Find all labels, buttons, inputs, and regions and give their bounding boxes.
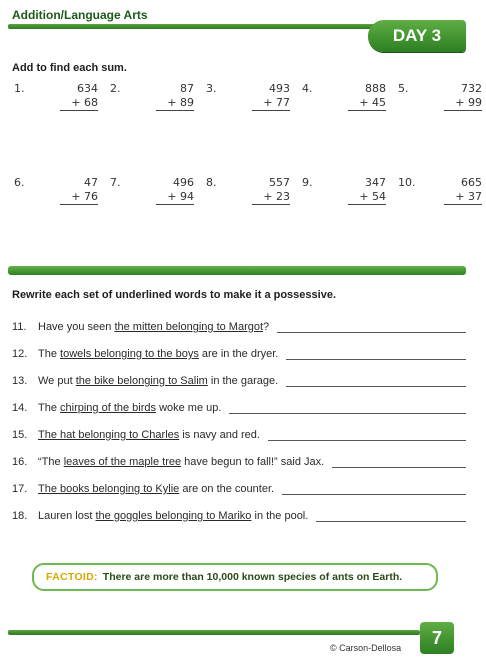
problem-number: 9. [302, 176, 313, 189]
item-number: 15. [12, 429, 28, 441]
addition-problem [398, 82, 486, 134]
sentence-start: Lauren lost [38, 510, 96, 522]
underlined-phrase: the mitten belonging to Margot [114, 321, 264, 333]
sentence-text [38, 456, 324, 468]
factoid-box [32, 563, 438, 591]
addition-problem [302, 176, 390, 228]
item-number: 17. [12, 483, 28, 495]
subject-title: Addition/Language Arts [12, 8, 148, 22]
underlined-phrase: towels belonging to the boys [60, 348, 199, 360]
item-number: 14. [12, 402, 28, 414]
problem-number: 6. [14, 176, 25, 189]
addend-top: 347 [365, 176, 386, 189]
addend-bottom: + 99 [444, 96, 482, 111]
addend-bottom: + 77 [252, 96, 290, 111]
addition-problem [206, 82, 294, 134]
part1-instruction: Add to find each sum. [12, 62, 127, 74]
addend-bottom: + 45 [348, 96, 386, 111]
underlined-phrase: the goggles belonging to Mariko [95, 510, 252, 522]
addition-problem [206, 176, 294, 228]
addition-problem [110, 176, 198, 228]
part2-instruction: Rewrite each set of underlined words to make it a possessive. [12, 289, 336, 301]
sentence-text [38, 375, 278, 387]
item-number: 16. [12, 456, 28, 468]
possessive-item [12, 313, 466, 333]
item-number: 18. [12, 510, 28, 522]
problem-number: 2. [110, 82, 121, 95]
factoid-label: FACTOID: [46, 571, 98, 583]
problem-number: 4. [302, 82, 313, 95]
underlined-phrase: The books belonging to Kylie [38, 483, 180, 495]
answer-line[interactable] [282, 480, 466, 495]
section-divider [8, 266, 466, 275]
sentence-end: are on the counter. [179, 483, 275, 495]
underlined-phrase: leaves of the maple tree [63, 456, 182, 468]
item-number: 12. [12, 348, 28, 360]
addition-problem [398, 176, 486, 228]
day-badge: DAY 3 [368, 20, 466, 52]
addend-bottom: + 54 [348, 190, 386, 205]
problem-number: 5. [398, 82, 409, 95]
addend-top: 732 [461, 82, 482, 95]
addend-top: 557 [269, 176, 290, 189]
answer-line[interactable] [332, 453, 466, 468]
answer-line[interactable] [229, 399, 466, 414]
sentence-text [38, 429, 260, 441]
sentence-end: ? [263, 321, 270, 333]
publisher-credit: © Carson-Dellosa [330, 643, 402, 653]
addend-top: 888 [365, 82, 386, 95]
sentence-text [38, 510, 308, 522]
problem-number: 8. [206, 176, 217, 189]
addend-top: 634 [77, 82, 98, 95]
addend-top: 47 [84, 176, 98, 189]
item-number: 13. [12, 375, 28, 387]
sentence-start: “The [38, 456, 64, 468]
addend-bottom: + 37 [444, 190, 482, 205]
addition-problem [14, 82, 102, 134]
underlined-phrase: chirping of the birds [60, 402, 157, 414]
addend-top: 493 [269, 82, 290, 95]
addition-problem [14, 176, 102, 228]
possessive-item [12, 394, 466, 414]
answer-line[interactable] [277, 318, 466, 333]
addend-bottom: + 23 [252, 190, 290, 205]
problem-number: 3. [206, 82, 217, 95]
sentence-start: Have you seen [38, 321, 115, 333]
sentence-end: are in the dryer. [198, 348, 279, 360]
sentence-end: have begun to fall!” said Jax. [181, 456, 325, 468]
factoid-text: There are more than 10,000 known species of ants on Earth. [102, 571, 403, 583]
sentence-end: in the pool. [251, 510, 309, 522]
possessive-item [12, 367, 466, 387]
header-bar [8, 24, 378, 29]
underlined-phrase: The hat belonging to Charles [38, 429, 180, 441]
sentence-text [38, 483, 274, 495]
addition-problem [302, 82, 390, 134]
sentence-end: is navy and red. [179, 429, 260, 441]
addend-bottom: + 76 [60, 190, 98, 205]
addend-bottom: + 68 [60, 96, 98, 111]
addend-bottom: + 94 [156, 190, 194, 205]
possessive-item [12, 475, 466, 495]
problem-number: 10. [398, 176, 416, 189]
addend-bottom: + 89 [156, 96, 194, 111]
page-number: 7 [420, 622, 454, 654]
sentence-end: in the garage. [207, 375, 279, 387]
answer-line[interactable] [268, 426, 466, 441]
answer-line[interactable] [286, 372, 466, 387]
sentence-start: We put [38, 375, 76, 387]
underlined-phrase: the bike belonging to Salim [75, 375, 208, 387]
item-number: 11. [12, 321, 27, 333]
sentence-text [38, 402, 221, 414]
addition-problem [110, 82, 198, 134]
addend-top: 665 [461, 176, 482, 189]
sentence-start: The [38, 402, 61, 414]
answer-line[interactable] [286, 345, 466, 360]
sentence-text [38, 348, 278, 360]
possessive-item [12, 421, 466, 441]
problem-number: 7. [110, 176, 121, 189]
possessive-item [12, 340, 466, 360]
sentence-end: woke me up. [156, 402, 222, 414]
sentence-text [38, 321, 269, 333]
answer-line[interactable] [316, 507, 466, 522]
footer-bar [8, 630, 420, 635]
possessive-item [12, 502, 466, 522]
problem-number: 1. [14, 82, 25, 95]
possessive-item [12, 448, 466, 468]
sentence-start: The [38, 348, 61, 360]
addend-top: 496 [173, 176, 194, 189]
addend-top: 87 [180, 82, 194, 95]
